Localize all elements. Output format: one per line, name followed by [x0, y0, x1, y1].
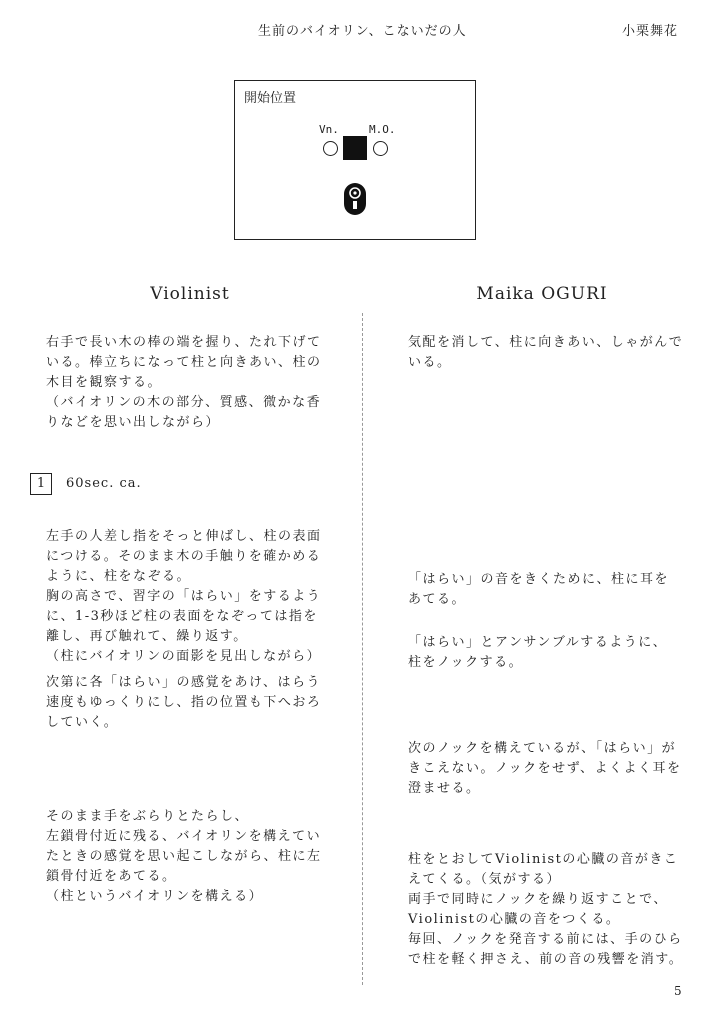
page-number: 5	[674, 984, 682, 998]
author-name: 小栗舞花	[622, 24, 679, 39]
performer-column-heading: Maika OGURI	[476, 284, 608, 304]
performer-instruction-3: 「はらい」とアンサンブルするように、 柱をノックする。	[408, 635, 668, 670]
violinist-position-label: Vn.	[319, 123, 339, 136]
cue-number: 1	[30, 473, 52, 495]
score-title: 生前のバイオリン、こないだの人	[258, 24, 467, 39]
violinist-instruction-3: 次第に各「はらい」の感覚をあけ、はらう 速度もゆっくりにし、指の位置も下へおろ していく。	[46, 675, 322, 730]
violinist-instruction-1: 右手で長い木の棒の端を握り、たれ下げて いる。棒立ちになって柱と向きあい、柱の 木目を観察する。 （バイオリンの木の部分、質感、微かな香 りなどを思い出しながら）	[46, 335, 322, 430]
speaker-icon	[343, 182, 367, 216]
violinist-instruction-4: そのまま手をぶらりとたらし、 左鎖骨付近に残る、バイオリンを構えてい たときの感覚を思い起こしながら、柱に左 鎖骨付近をあてる。 （柱というバイオリンを構える）	[46, 809, 322, 904]
performer-instruction-4: 次のノックを構えているが、「はらい」が きこえない。ノックをせず、よくよく耳を 澄ませる。	[408, 741, 682, 796]
column-divider	[362, 313, 363, 985]
pillar-marker	[343, 136, 367, 160]
violinist-column-heading: Violinist	[150, 284, 230, 304]
performer-marker	[373, 141, 388, 156]
performer-position-label: M.O.	[369, 123, 396, 136]
performer-instruction-2: 「はらい」の音をきくために、柱に耳を あてる。	[408, 572, 670, 607]
cue-duration: 60sec. ca.	[66, 476, 142, 491]
performer-instruction-5: 柱をとおしてViolinistの心臓の音がきこ えてくる。（気がする） 両手で同時にノックを繰り返すことで、 Violinistの心臓の音をつくる。 毎回、ノックを発音する前には、手のひら で柱を軽く押さえ、前の音の残響を消す。	[408, 852, 684, 967]
performer-instruction-1: 気配を消して、柱に向きあい、しゃがんで いる。	[408, 335, 684, 370]
diagram-label: 開始位置	[244, 91, 297, 106]
violinist-marker	[323, 141, 338, 156]
violinist-instruction-2: 左手の人差し指をそっと伸ばし、柱の表面 につける。そのまま木の手触りを確かめる ように、柱をなぞる。 胸の高さで、習字の「はらい」をするよう に、1-3秒ほど柱の表面をなぞっては指を 離し、再び触れて、繰り返す。 （柱にバイオリンの面影を見出しながら）	[46, 529, 322, 664]
starting-position-diagram	[234, 80, 476, 240]
